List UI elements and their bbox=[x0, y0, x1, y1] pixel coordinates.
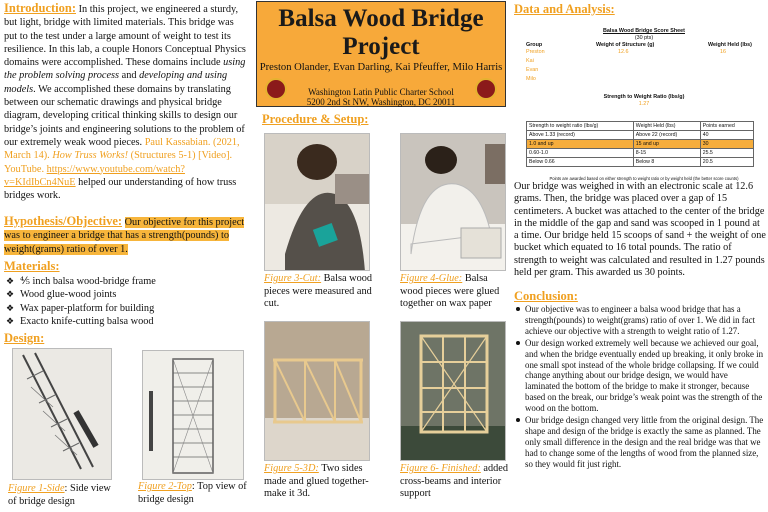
group-member: Preston bbox=[526, 49, 545, 55]
table-row bbox=[527, 149, 754, 158]
ratio-label: Strength to Weight Ratio (lbs/g) bbox=[603, 94, 685, 100]
list-item: Our objective was to engineer a balsa wood bridge that has a strength(pounds) to weight(grams) ratio of over 1. We did in fact achieve our objective with a strength to weight ratio of 1.27. bbox=[514, 304, 764, 337]
table-header-cell: Strength to weight ratio (lbs/g) bbox=[527, 122, 634, 131]
figure-5-3d-photo bbox=[264, 321, 370, 461]
held-value: 16 bbox=[720, 49, 726, 55]
figure-2-top-view-image bbox=[142, 350, 244, 480]
figure-3-text: Balsa wood pieces were measured and cut. bbox=[264, 273, 373, 309]
figure-4-glue-photo bbox=[400, 133, 506, 271]
title-banner bbox=[256, 1, 506, 107]
figure-4-caption bbox=[400, 273, 510, 311]
materials-list bbox=[4, 275, 248, 328]
figure-4-text: Balsa wood pieces were glued together on wax paper bbox=[400, 273, 500, 309]
list-item: ❖ Exacto knife-cutting balsa wood bbox=[4, 315, 248, 328]
figure-4-label: Figure 4-Glue: bbox=[400, 273, 463, 284]
table-row bbox=[527, 131, 754, 140]
materials-section bbox=[4, 259, 248, 328]
citation-author: Paul Kassabian. (2021, March 14). bbox=[4, 136, 240, 162]
score-sheet-footnote: Points are awarded based on either strength to weight ratio or by weight held (the better score counts) bbox=[549, 176, 739, 181]
table-cell: 40 bbox=[700, 131, 753, 140]
analysis-text: Our bridge was weighed in with an electronic scale at 12.6 grams. Then, the bridge was placed over a gap of 15 centimeters. A bucket was attached to the center of the bridge in the middle of the gap and sand was scooped in 1 pound at a time. Our bridge held 15 scoops of sand + the weight of one bucket which equated to 16 total pounds. The ratio of strength to weight was calculated and resulted in 1.27 pounds held per gram. This awarded us 30 points. bbox=[514, 181, 766, 279]
group-member: Kai bbox=[526, 58, 534, 64]
score-sheet bbox=[526, 18, 762, 181]
school-name: Washington Latin Public Charter School bbox=[308, 87, 454, 97]
table-header-cell: Points earned bbox=[700, 122, 753, 131]
table-cell: 30 bbox=[700, 140, 753, 149]
list-item: Our design worked extremely well because we achieved our goal, and when the bridge eventually ended up breaking, it only broke in one small spot instead of the whole bridge collapsing. If we could change anything about our bridge design, we would have laminated the bottom of the bridge to make it stronger, because based on the break, our bridge’s weak point was the strength of the wood on the bottom. bbox=[514, 338, 764, 414]
intro-text-2: . We accomplished these domains by translating between our schematic drawings and physical bridge diagram, developing critical thinking skills to design our bridge’s joints and engineering solutions to the problem of our extremely weak wood pieces. bbox=[4, 83, 245, 148]
list-item: Our bridge design changed very little from the original design. The shape and design of the bridge is exactly the same as planned. The only small difference in the design and the real bridge was that we had to change some of the lengths of wood from the planned size, so they would fit just right. bbox=[514, 415, 764, 470]
table-cell: 8-15 bbox=[633, 149, 700, 158]
col-group-header: Group bbox=[526, 42, 543, 48]
table-cell: Above 1.33 (record) bbox=[527, 131, 634, 140]
table-row bbox=[527, 158, 754, 167]
intro-em-1: using the problem solving process bbox=[4, 57, 246, 82]
points-table bbox=[526, 121, 754, 167]
citation-source: (Structures 5-1) [Video]. YouTube. bbox=[4, 150, 233, 175]
table-cell: 0.60-1.0 bbox=[527, 149, 634, 158]
hypothesis-heading: Hypothesis/Objective: bbox=[4, 214, 123, 228]
figure-5-text: Two sides made and glued together-make it 3d. bbox=[264, 463, 369, 499]
table-row bbox=[527, 122, 754, 131]
school-info bbox=[257, 87, 505, 107]
table-header-cell: Weight Held (lbs) bbox=[633, 122, 700, 131]
design-heading: Design: bbox=[4, 331, 45, 345]
col-weight-header: Weight of Structure (g) bbox=[596, 42, 655, 48]
group-member: Milo bbox=[526, 76, 536, 82]
table-cell: Above 22 (record) bbox=[633, 131, 700, 140]
school-logo-right-icon bbox=[475, 78, 497, 100]
middle-column bbox=[252, 0, 510, 512]
weight-value: 12.6 bbox=[618, 49, 629, 55]
figure-6-caption bbox=[400, 463, 510, 501]
school-logo-left-icon bbox=[265, 78, 287, 100]
figure-3-cut-photo bbox=[264, 133, 370, 271]
hypothesis-text: Our objective for this project was to engineer a bridge that has a strength(pounds) to weight(grams) ratio of over 1. bbox=[4, 217, 245, 255]
score-sheet-subtitle: (30 pts) bbox=[634, 35, 654, 41]
figure-3-label: Figure 3-Cut: bbox=[264, 273, 322, 284]
table-cell: 15 and up bbox=[633, 140, 700, 149]
figure-5-label: Figure 5-3D: bbox=[264, 463, 319, 474]
hypothesis-section bbox=[4, 215, 248, 256]
materials-heading: Materials: bbox=[4, 259, 60, 273]
figure-2-text: : Top view of bridge design bbox=[138, 481, 247, 505]
figure-2-caption bbox=[138, 481, 250, 506]
procedure-heading: Procedure & Setup: bbox=[262, 112, 369, 126]
figure-6-finished-photo bbox=[400, 321, 506, 461]
intro-text-1: In this project, we engineered a sturdy, but light, bridge with limited materials. This bridge was put to the test under a large amount of weight to test its resilience. In this lab, a couple Honors Conceptual Physics domains were accomplished. These domains include bbox=[4, 4, 246, 69]
figure-6-label: Figure 6- Finished: bbox=[400, 463, 481, 474]
figure-1-side-view-image bbox=[12, 348, 112, 480]
right-column bbox=[510, 0, 768, 512]
table-cell: 1.0 and up bbox=[527, 140, 634, 149]
table-cell: Below 8 bbox=[633, 158, 700, 167]
conclusion-list bbox=[514, 304, 764, 471]
intro-and: and bbox=[119, 70, 140, 82]
figure-3-caption bbox=[264, 273, 374, 311]
poster-title: Balsa Wood Bridge Project bbox=[278, 5, 484, 60]
list-item: ❖ Wood glue-wood joints bbox=[4, 288, 248, 301]
table-cell: 25.5 bbox=[700, 149, 753, 158]
introduction-section bbox=[4, 2, 248, 202]
figure-1-caption bbox=[8, 483, 118, 508]
intro-text-3: helped our understanding of how truss bridges work. bbox=[4, 176, 237, 202]
list-item: ❖ ⅘ inch balsa wood-bridge frame bbox=[4, 275, 248, 288]
score-sheet-title: Balsa Wood Bridge Score Sheet bbox=[603, 28, 685, 34]
left-column bbox=[0, 0, 252, 512]
authors: Preston Olander, Evan Darling, Kai Pfeuffer, Milo Harris bbox=[259, 62, 503, 73]
school-address: 5200 2nd St NW, Washington, DC 20011 bbox=[306, 97, 456, 107]
figure-1-label: Figure 1-Side bbox=[8, 483, 65, 494]
table-row-highlighted bbox=[527, 140, 754, 149]
data-analysis-heading: Data and Analysis: bbox=[514, 2, 615, 16]
ratio-value: 1.27 bbox=[638, 101, 650, 107]
conclusion-heading: Conclusion: bbox=[514, 289, 578, 303]
citation-url-link[interactable]: https://www.youtube.com/watch?v=KIdIbCn4NuE bbox=[4, 163, 185, 188]
figure-6-text: added cross-beams and interior support bbox=[400, 463, 509, 499]
citation-title: How Truss Works! bbox=[52, 150, 129, 162]
col-held-header: Weight Held (lbs) bbox=[708, 42, 752, 48]
table-cell: 20.5 bbox=[700, 158, 753, 167]
figure-2-label: Figure 2-Top bbox=[138, 481, 192, 492]
group-member: Evan bbox=[526, 67, 539, 73]
table-cell: Below 0.66 bbox=[527, 158, 634, 167]
figure-5-caption bbox=[264, 463, 374, 501]
list-item: ❖ Wax paper-platform for building bbox=[4, 302, 248, 315]
introduction-heading: Introduction: bbox=[4, 1, 77, 15]
intro-em-2: developing and using models bbox=[4, 70, 228, 95]
figure-1-text: : Side view of bridge design bbox=[8, 483, 111, 507]
